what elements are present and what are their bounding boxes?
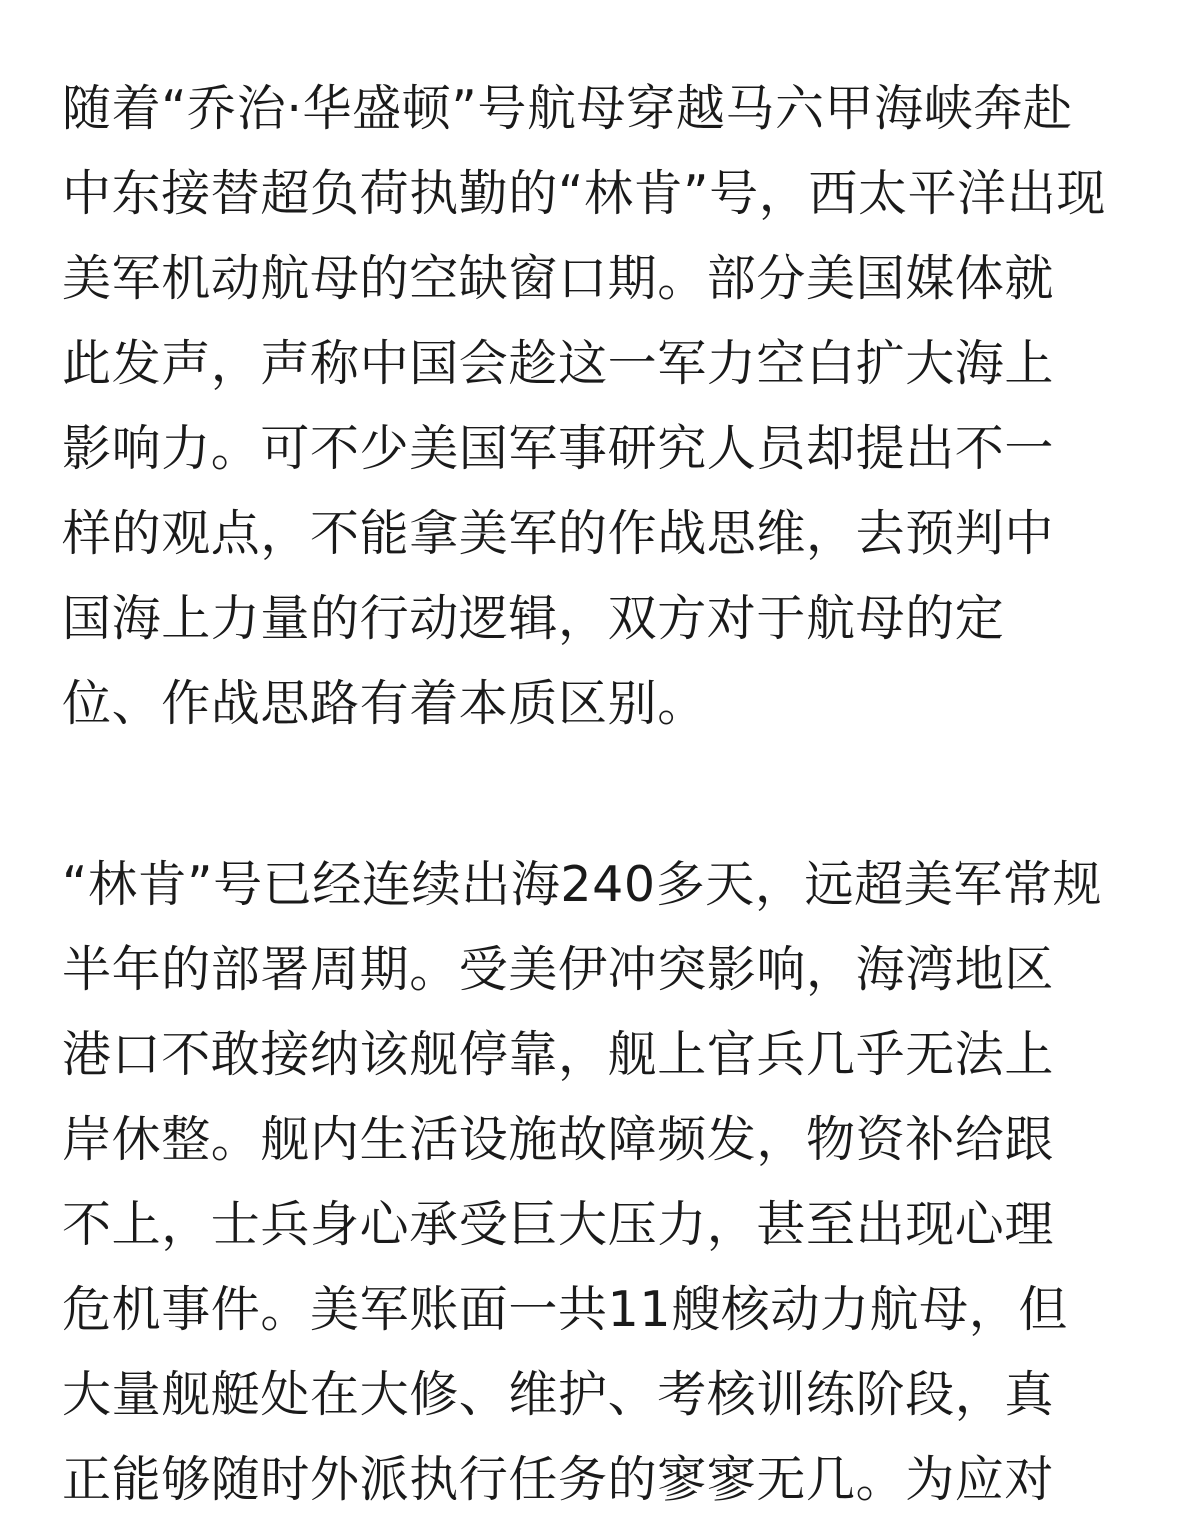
text-line: 国海上力量的行动逻辑，双方对于航母的定: [62, 590, 1005, 647]
text-line: 此发声，声称中国会趁这一军力空白扩大海上: [62, 335, 1055, 392]
text-line: 危机事件。美军账面一共11艘核动力航母，但: [62, 1281, 1068, 1338]
text-line: 岸休整。舰内生活设施故障频发，物资补给跟: [62, 1111, 1055, 1168]
article-body: [62, 66, 1122, 1522]
text-line: 影响力。可不少美国军事研究人员却提出不一: [62, 420, 1055, 477]
text-line: 大量舰艇处在大修、维护、考核训练阶段，真: [62, 1366, 1055, 1423]
paragraph-1: [62, 66, 1122, 746]
text-line: 不上，士兵身心承受巨大压力，甚至出现心理: [62, 1196, 1055, 1253]
text-line: 美军机动航母的空缺窗口期。部分美国媒体就: [62, 250, 1055, 307]
text-line: 样的观点，不能拿美军的作战思维，去预判中: [62, 505, 1055, 562]
text-line: “林肯”号已经连续出海240多天，远超美军常规: [62, 856, 1103, 913]
text-line: 随着“乔治·华盛顿”号航母穿越马六甲海峡奔赴: [62, 80, 1073, 137]
text-line: 正能够随时外派执行任务的寥寥无几。为应对: [62, 1451, 1055, 1508]
text-line: 位、作战思路有着本质区别。: [62, 675, 707, 732]
text-line: 半年的部署周期。受美伊冲突影响，海湾地区: [62, 941, 1055, 998]
paragraph-spacer: [62, 746, 1122, 842]
text-line: 港口不敢接纳该舰停靠，舰上官兵几乎无法上: [62, 1026, 1055, 1083]
text-line: 中东接替超负荷执勤的“林肯”号，西太平洋出现: [62, 165, 1106, 222]
paragraph-2: [62, 842, 1122, 1522]
